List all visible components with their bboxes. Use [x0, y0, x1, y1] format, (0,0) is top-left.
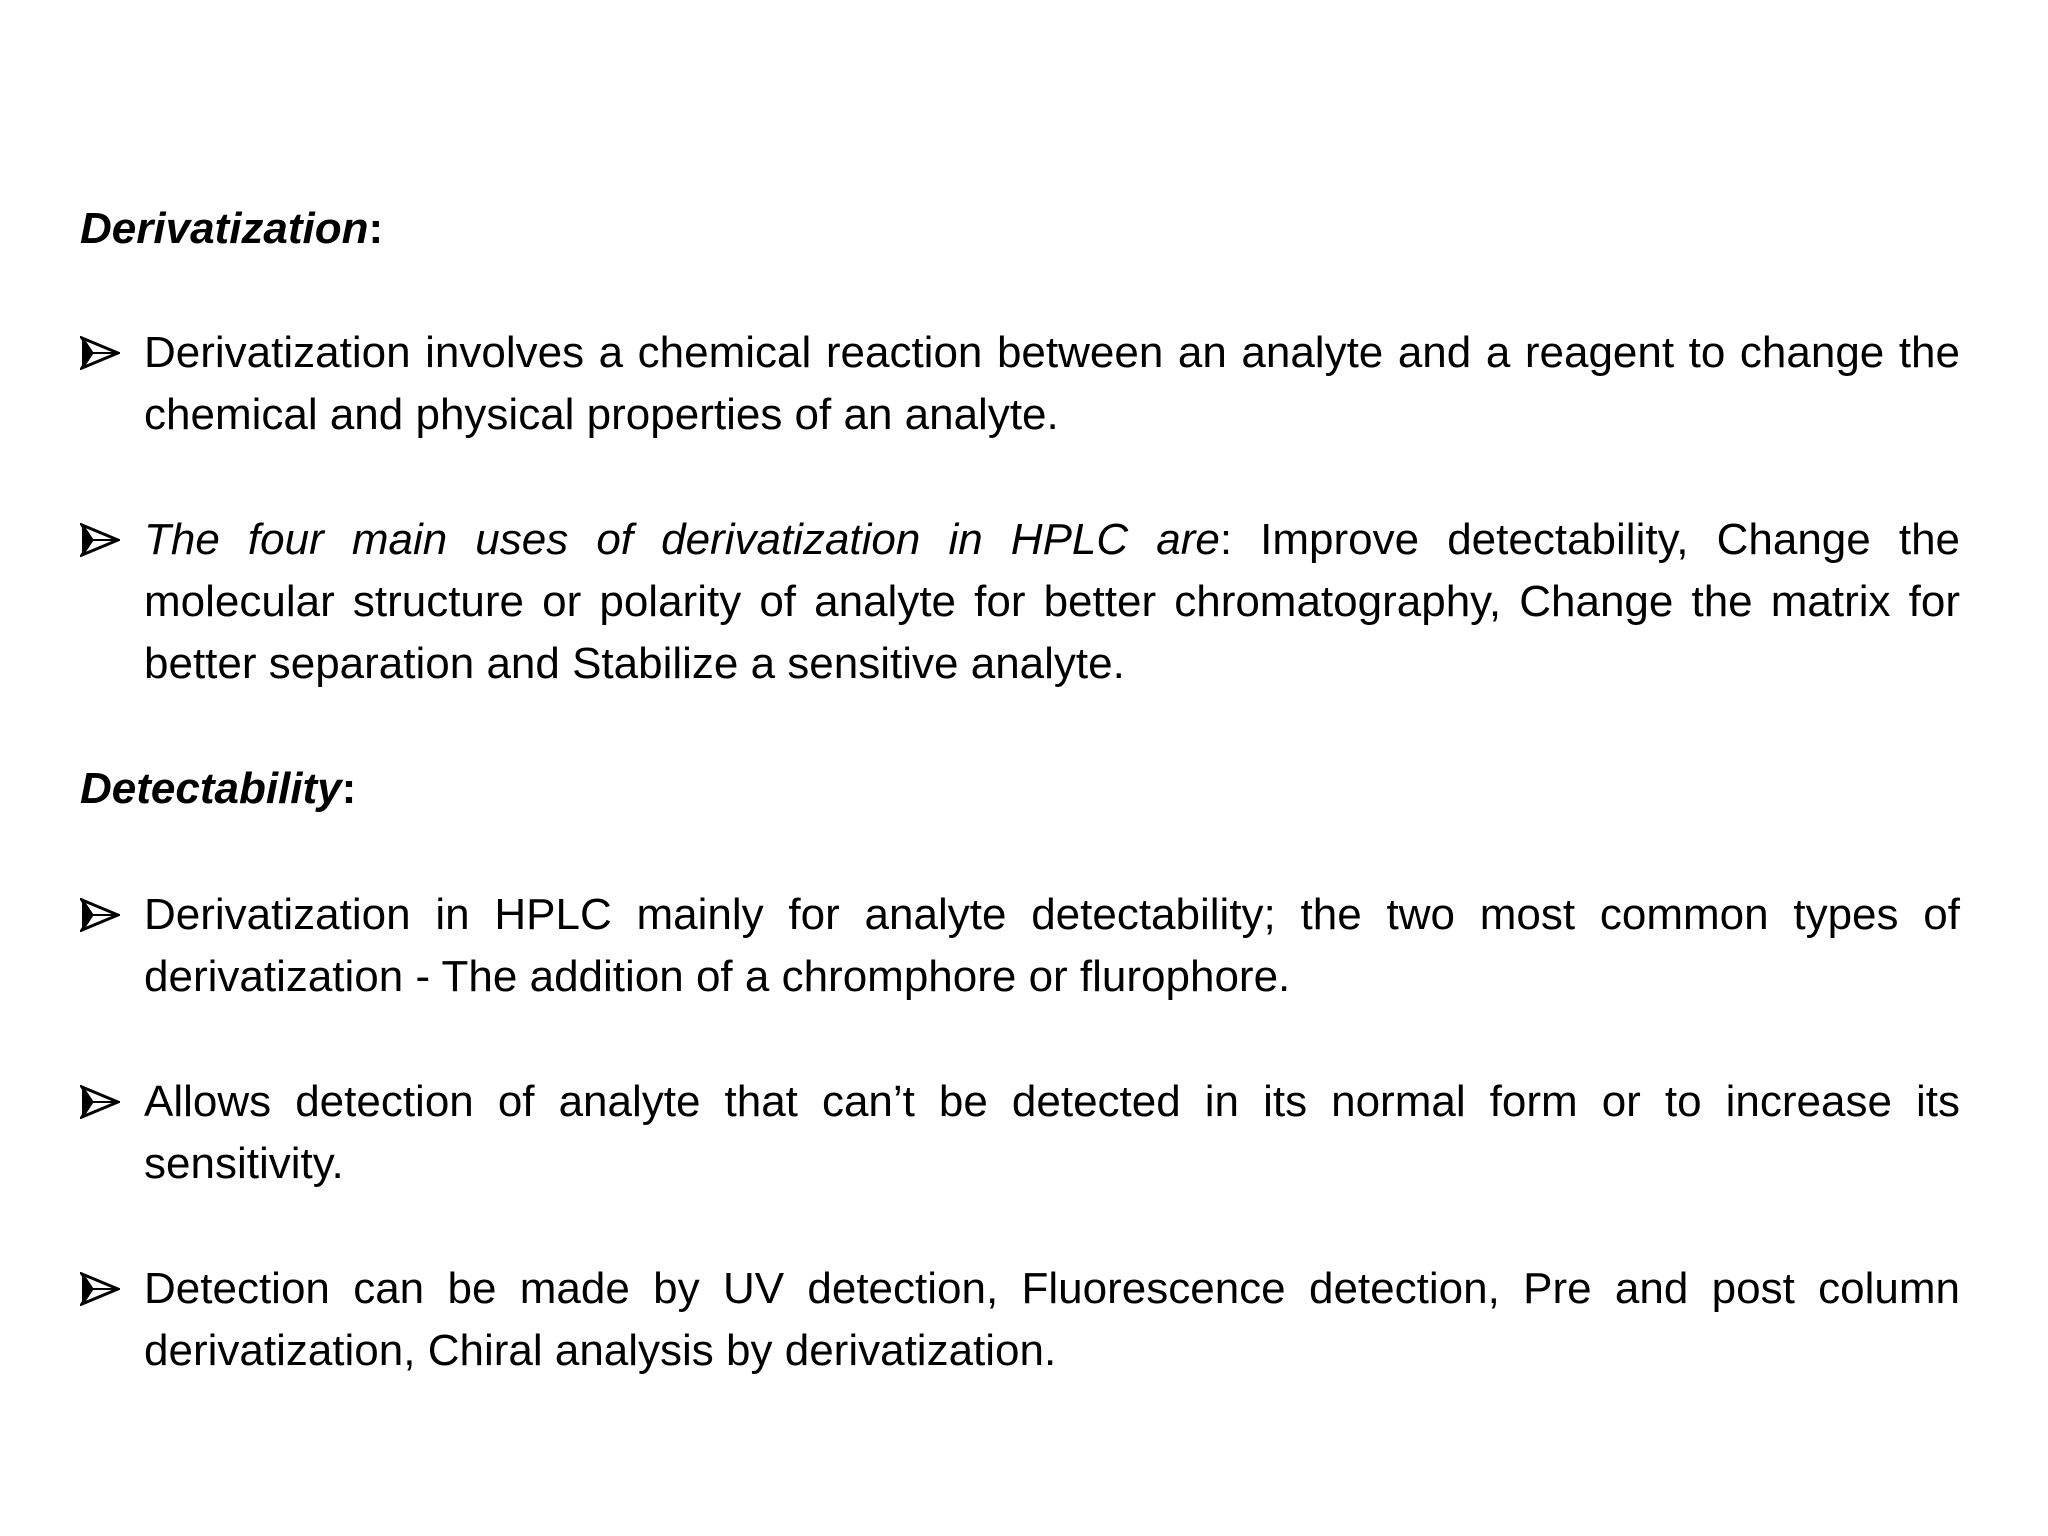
bullet-item	[80, 509, 1960, 695]
bullet-text	[144, 509, 1960, 695]
bullet-item	[80, 322, 1960, 446]
bullet-text: Derivatization involves a chemical reaction between an analyte and a reagent to change the chemical and physical properties of an analyte.	[144, 328, 1960, 439]
arrowhead-bullet-icon	[80, 1272, 120, 1306]
bullet-text: Detection can be made by UV detection, Fluorescence detection, Pre and post column derivatization, Chiral analysis by derivatization.	[144, 1264, 1960, 1375]
bullet-text: Allows detection of analyte that can’t be detected in its normal form or to increase its sensitivity.	[144, 1077, 1960, 1188]
section-heading-detectability: Detectability:	[80, 764, 357, 813]
arrowhead-bullet-icon	[80, 1085, 120, 1119]
arrowhead-bullet-icon	[80, 898, 120, 932]
bullet-text: Derivatization in HPLC mainly for analyte detectability; the two most common types of derivatization - The addition of a chromphore or flurophore.	[144, 890, 1960, 1001]
bullet-item	[80, 884, 1960, 1008]
arrowhead-bullet-icon	[80, 336, 120, 370]
bullet-item	[80, 1071, 1960, 1195]
arrowhead-bullet-icon	[80, 523, 120, 557]
section-heading-derivatization: Derivatization:	[80, 204, 384, 253]
bullet-body: : Improve detectability, Change the molecular structure or polarity of analyte for better chromatography, Change the matrix for better separation and Stabilize a sensitive analyte.	[144, 515, 1961, 688]
bullet-item	[80, 1258, 1960, 1382]
bullet-lead-italic: The four main uses of derivatization in HPLC are	[144, 515, 1220, 564]
